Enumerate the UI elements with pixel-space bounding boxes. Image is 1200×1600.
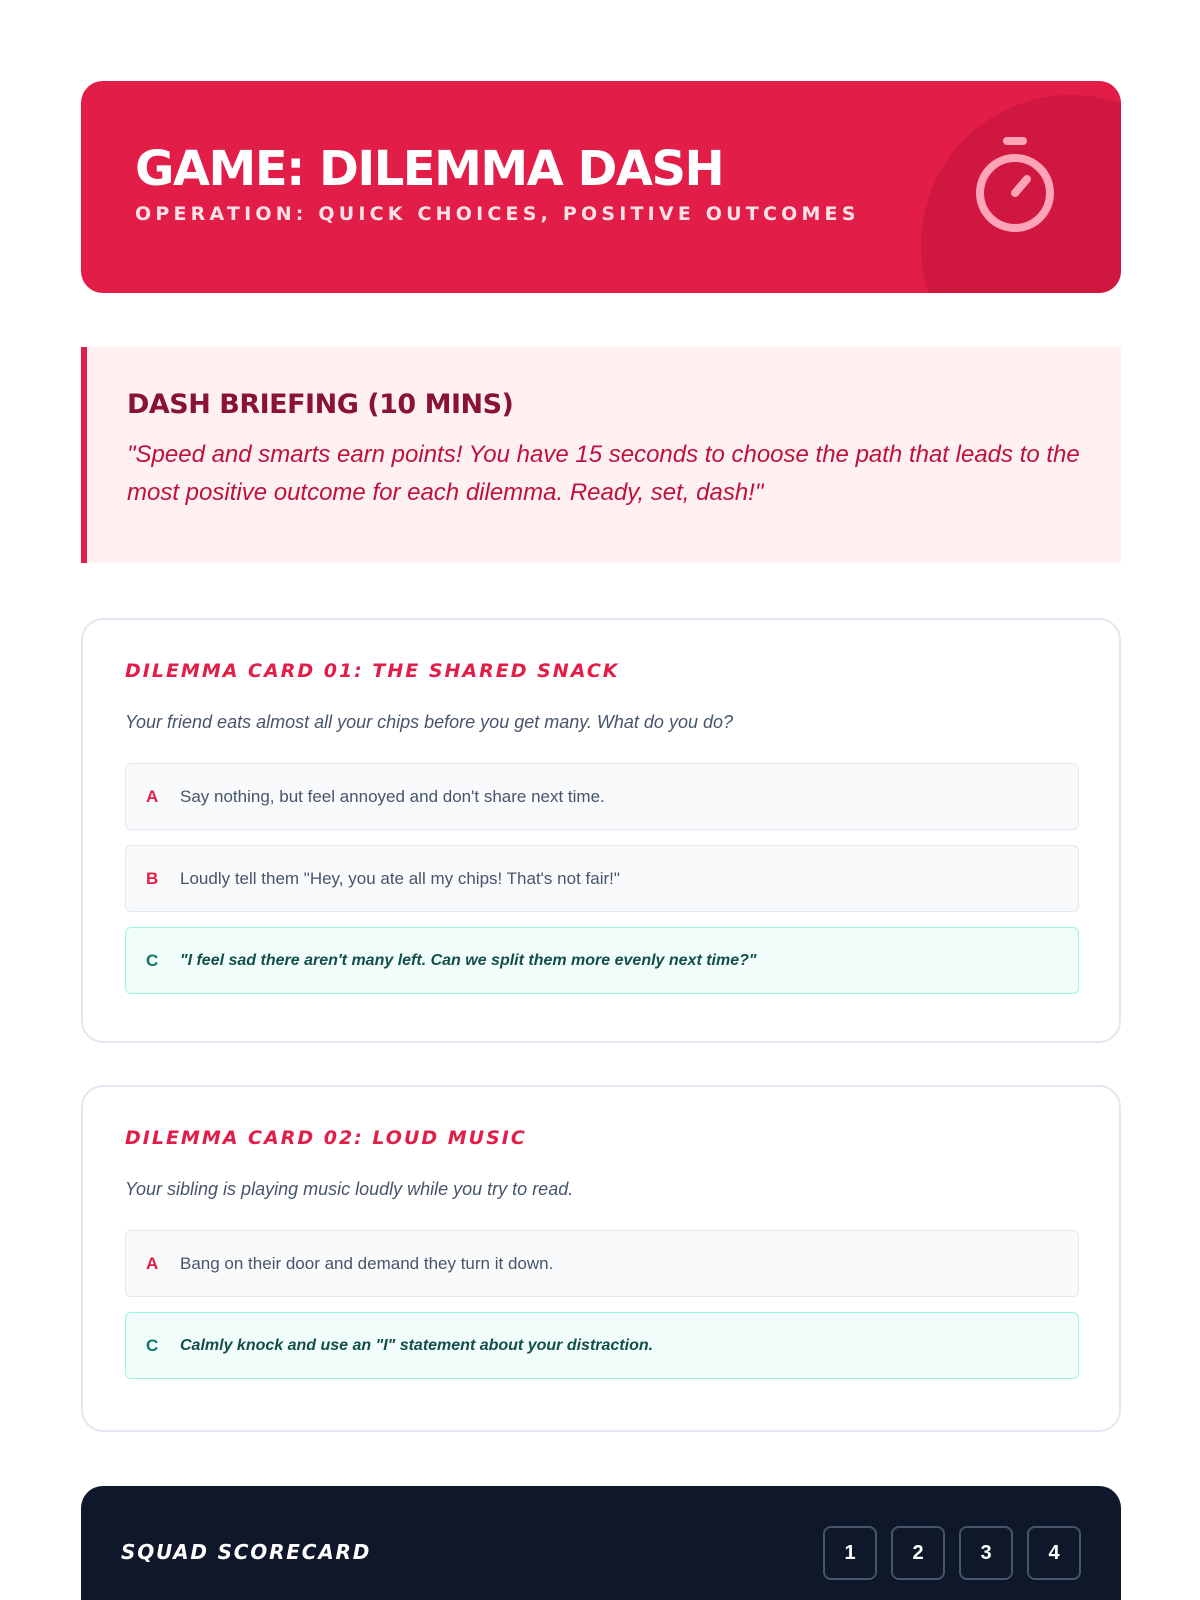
option-list (125, 1230, 1077, 1379)
option-text: Loudly tell them "Hey, you ate all my chips! That's not fair!" (180, 868, 620, 888)
dilemma-card-title: DILEMMA CARD 02: LOUD MUSIC (125, 1127, 527, 1149)
option-b[interactable] (125, 845, 1079, 912)
option-a[interactable] (125, 1230, 1079, 1297)
option-c-correct[interactable] (125, 927, 1079, 994)
option-letter: B (146, 868, 159, 888)
briefing-title: DASH BRIEFING (10 MINS) (127, 389, 514, 420)
briefing-quote: "Speed and smarts earn points! You have 15 seconds to choose the path that leads to the most positive outcome for each dilemma. Ready, set, dash!" (127, 441, 1080, 506)
option-letter: A (146, 1253, 159, 1273)
squad-scorecard (81, 1486, 1121, 1600)
scorecard-label: SQUAD SCORECARD (121, 1540, 372, 1564)
dilemma-card-01 (81, 618, 1121, 1043)
squad-3-button[interactable]: 3 (959, 1526, 1013, 1580)
squad-2-button[interactable]: 2 (891, 1526, 945, 1580)
option-letter: C (146, 1335, 159, 1355)
game-subtitle: OPERATION: QUICK CHOICES, POSITIVE OUTCOMES (135, 203, 860, 225)
dash-briefing (81, 347, 1121, 563)
dilemma-card-02 (81, 1085, 1121, 1432)
dilemma-card-title: DILEMMA CARD 01: THE SHARED SNACK (125, 660, 620, 682)
option-letter: A (146, 786, 159, 806)
option-letter: C (146, 950, 159, 970)
option-a[interactable] (125, 763, 1079, 830)
stopwatch-icon (971, 137, 1059, 241)
option-text: "I feel sad there aren't many left. Can we split them more evenly next time?" (180, 951, 757, 969)
squad-score-buttons (823, 1526, 1081, 1580)
squad-4-button[interactable]: 4 (1027, 1526, 1081, 1580)
option-text: Bang on their door and demand they turn it down. (180, 1253, 554, 1273)
option-c-correct[interactable] (125, 1312, 1079, 1379)
dilemma-prompt: Your sibling is playing music loudly while you try to read. (125, 1179, 574, 1199)
option-list (125, 763, 1077, 994)
option-text: Say nothing, but feel annoyed and don't share next time. (180, 786, 605, 806)
option-text: Calmly knock and use an "I" statement about your distraction. (180, 1336, 654, 1354)
dilemma-prompt: Your friend eats almost all your chips before you get many. What do you do? (125, 712, 734, 732)
game-title: GAME: DILEMMA DASH (135, 141, 724, 197)
squad-1-button[interactable]: 1 (823, 1526, 877, 1580)
game-header-banner (81, 81, 1121, 293)
